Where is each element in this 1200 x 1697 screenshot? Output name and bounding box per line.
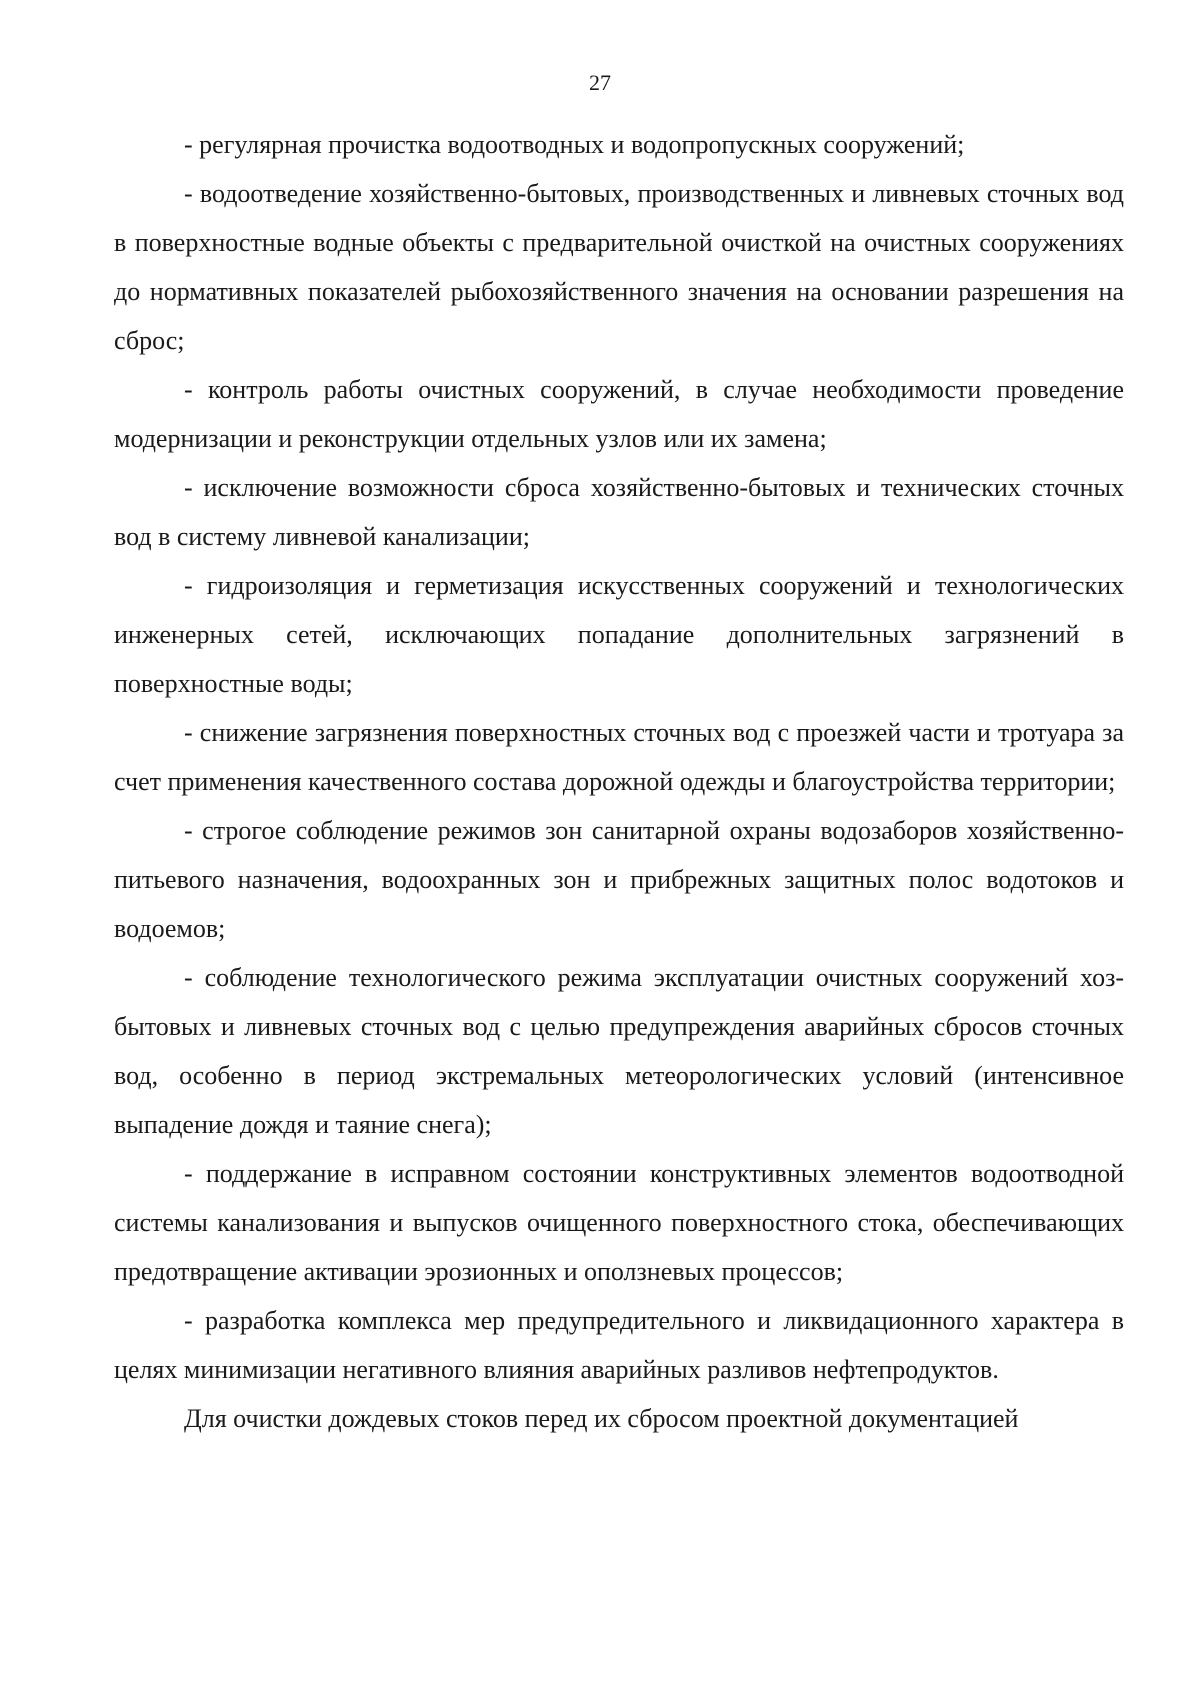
list-item-paragraph: - поддержание в исправном состоянии конструктивных элементов водоотводной системы канализования и выпусков очищенного поверхностного стока, обеспечивающих предотвращение активации эрозионных и оползневых процессов; [114,1159,1124,1286]
document-body [114,120,1124,1443]
body-paragraph: Для очистки дождевых стоков перед их сбросом проектной документацией [184,1404,1019,1433]
list-item-paragraph: - водоотведение хозяйственно-бытовых, производственных и ливневых сточных вод в поверхностные водные объекты с предварительной очисткой на очистных сооружениях до нормативных показателей рыбохозяйственного значения на основании разрешения на сброс; [114,179,1124,355]
list-item-paragraph: - гидроизоляция и герметизация искусственных сооружений и технологических инженерных сетей, исключающих попадание дополнительных загрязнений в поверхностные воды; [114,571,1124,698]
list-item-paragraph: - соблюдение технологического режима эксплуатации очистных сооружений хоз-бытовых и ливневых сточных вод с целью предупреждения аварийных сбросов сточных вод, особенно в период экстремальных метеорологических условий (интенсивное выпадение дождя и таяние снега); [114,963,1124,1139]
list-item-paragraph: - строгое соблюдение режимов зон санитарной охраны водозаборов хозяйственно-питьевого назначения, водоохранных зон и прибрежных защитных полос водотоков и водоемов; [114,816,1124,943]
list-item-paragraph: - контроль работы очистных сооружений, в случае необходимости проведение модернизации и реконструкции отдельных узлов или их замена; [114,375,1124,453]
list-item-paragraph: - снижение загрязнения поверхностных сточных вод с проезжей части и тротуара за счет применения качественного состава дорожной одежды и благоустройства территории; [114,718,1124,796]
list-item-paragraph: - регулярная прочистка водоотводных и водопропускных сооружений; [184,130,965,159]
list-item-paragraph: - разработка комплекса мер предупредительного и ликвидационного характера в целях минимизации негативного влияния аварийных разливов нефтепродуктов. [114,1306,1124,1384]
page-number: 27 [589,70,611,95]
list-item-paragraph: - исключение возможности сброса хозяйственно-бытовых и технических сточных вод в систему ливневой канализации; [114,473,1124,551]
